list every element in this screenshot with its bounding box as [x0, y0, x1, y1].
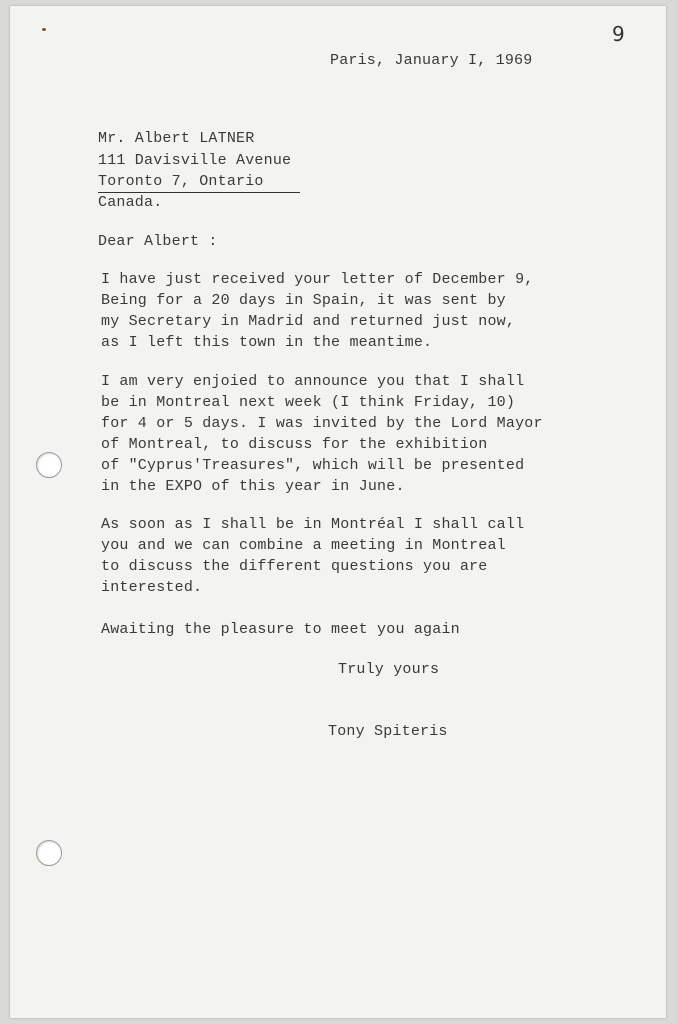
- paragraph-line: as I left this town in the meantime.: [101, 334, 433, 351]
- recipient-street: 111 Davisville Avenue: [98, 152, 292, 169]
- paragraph-line: you and we can combine a meeting in Montreal: [101, 537, 506, 554]
- paragraph-line: I have just received your letter of December 9,: [101, 271, 534, 288]
- paragraph-line: my Secretary in Madrid and returned just now,: [101, 313, 516, 330]
- paragraph-line: of Montreal, to discuss for the exhibition: [101, 436, 488, 453]
- paper-speck: [42, 28, 46, 31]
- body-paragraph-2: [101, 371, 543, 497]
- paragraph-line: for 4 or 5 days. I was invited by the Lord Mayor: [101, 415, 543, 432]
- punch-hole-bottom: [36, 840, 62, 866]
- paragraph-line: I am very enjoied to announce you that I shall: [101, 373, 525, 390]
- paragraph-line: Being for a 20 days in Spain, it was sent by: [101, 292, 506, 309]
- recipient-country: Canada.: [98, 194, 163, 211]
- salutation: Dear Albert :: [98, 233, 218, 250]
- letter-page: [10, 6, 666, 1018]
- paragraph-line: be in Montreal next week (I think Friday, 10): [101, 394, 516, 411]
- recipient-city: Toronto 7, Ontario: [98, 173, 264, 190]
- paragraph-line: interested.: [101, 579, 203, 596]
- page-number: 9: [612, 22, 625, 46]
- paragraph-line: of "Cyprus'Treasures", which will be presented: [101, 457, 525, 474]
- date-line: Paris, January I, 1969: [330, 52, 533, 69]
- paragraph-line: As soon as I shall be in Montréal I shall call: [101, 516, 525, 533]
- paragraph-line: to discuss the different questions you are: [101, 558, 488, 575]
- body-paragraph-1: [101, 269, 533, 353]
- signature-name: Tony Spiteris: [328, 723, 448, 740]
- closing-line: Awaiting the pleasure to meet you again: [101, 621, 460, 638]
- complimentary-close: Truly yours: [338, 661, 440, 678]
- punch-hole-top: [36, 452, 62, 478]
- paragraph-line: in the EXPO of this year in June.: [101, 478, 405, 495]
- recipient-name: Mr. Albert LATNER: [98, 130, 255, 147]
- body-paragraph-3: [101, 514, 524, 598]
